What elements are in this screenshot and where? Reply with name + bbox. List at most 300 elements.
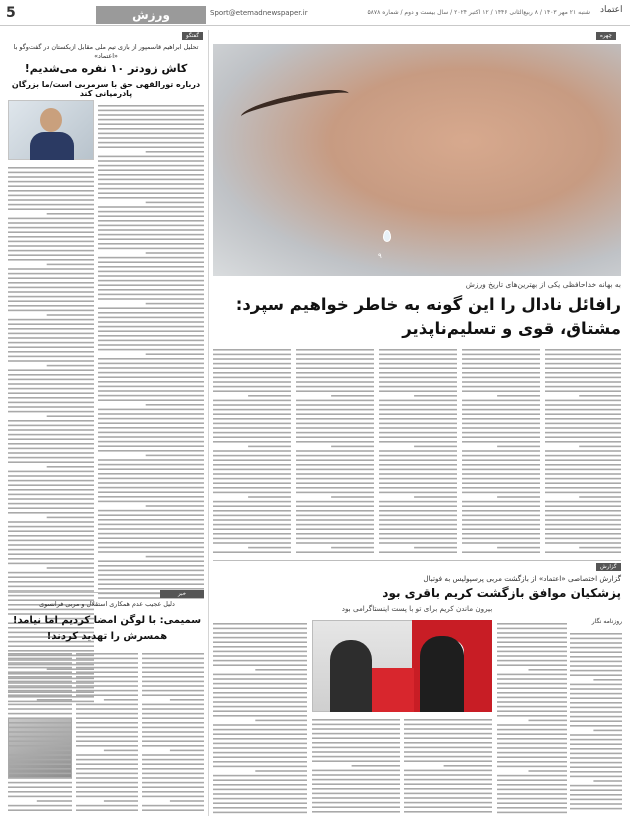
text-line — [8, 704, 72, 706]
text-line — [8, 759, 72, 761]
text-line — [8, 351, 94, 353]
text-line — [8, 461, 94, 463]
text-line — [545, 492, 621, 494]
text-line — [8, 681, 72, 683]
photo-badge: ۹ — [378, 252, 382, 260]
body-text-lines — [570, 630, 622, 814]
text-line — [497, 729, 567, 731]
main-kicker: به بهانه خداحافظی یکی از بهترین‌های تاریخ ورزش — [465, 280, 621, 289]
text-line — [8, 676, 72, 678]
text-line — [98, 211, 204, 213]
text-line — [8, 526, 94, 528]
text-line — [312, 760, 400, 762]
text-line — [296, 413, 374, 415]
text-line — [255, 770, 307, 772]
text-line — [462, 363, 540, 365]
text-line — [296, 432, 374, 434]
text-line — [98, 105, 204, 107]
text-line — [170, 699, 204, 701]
text-line — [545, 473, 621, 475]
text-line — [497, 798, 567, 800]
article-headline[interactable]: کاش زودتر ۱۰ نفره می‌شدیم! — [24, 62, 188, 75]
text-line — [8, 763, 72, 765]
text-line — [98, 215, 204, 217]
text-line — [462, 423, 540, 425]
text-line — [213, 692, 307, 694]
article-headline[interactable]: پزشکیان موافق بازگشت کریم باقری بود — [382, 586, 621, 600]
text-line — [76, 740, 138, 742]
text-line — [76, 681, 138, 683]
article-body-column — [213, 620, 307, 814]
text-line — [8, 736, 72, 738]
text-line — [98, 551, 204, 553]
text-line — [213, 538, 291, 540]
text-line — [379, 404, 457, 406]
text-line — [404, 756, 492, 758]
text-line — [404, 728, 492, 730]
text-line — [76, 777, 138, 779]
text-line — [248, 446, 291, 448]
text-line — [213, 655, 307, 657]
text-line — [444, 765, 492, 767]
text-line — [8, 388, 94, 390]
text-line — [462, 455, 540, 457]
text-line — [462, 441, 540, 443]
text-line — [213, 432, 291, 434]
text-line — [142, 717, 204, 719]
text-line — [379, 386, 457, 388]
text-line — [545, 367, 621, 369]
text-line — [379, 533, 457, 535]
text-line — [8, 346, 94, 348]
section-label: ورزش — [96, 6, 206, 24]
section-email[interactable]: Sport@etemadnewspaper.ir — [210, 9, 308, 17]
text-line — [142, 704, 204, 706]
text-line — [404, 770, 492, 772]
text-line — [98, 225, 204, 227]
text-line — [98, 376, 204, 378]
text-line — [76, 653, 138, 655]
text-line — [296, 450, 374, 452]
text-line — [8, 245, 94, 247]
text-line — [98, 482, 204, 484]
text-line — [8, 549, 94, 551]
text-line — [98, 372, 204, 374]
text-line — [142, 731, 204, 733]
text-line — [98, 234, 204, 236]
text-line — [497, 743, 567, 745]
text-line — [8, 740, 72, 742]
text-line — [497, 637, 567, 639]
text-line — [142, 745, 204, 747]
text-line — [497, 395, 540, 397]
photo-tear-drop — [383, 230, 391, 242]
text-line — [8, 581, 94, 583]
text-line — [8, 425, 94, 427]
text-line — [312, 724, 400, 726]
text-line — [404, 760, 492, 762]
text-line — [8, 199, 94, 201]
issue-date-line: شنبه ۲۱ مهر ۱۴۰۳ / ۸ ربیع‌الثانی ۱۴۴۶ / ۱۲ اکتبر ۲۰۲۴ / سال بیست و دوم / شماره ۵۸۷۸ — [367, 9, 590, 16]
text-line — [76, 685, 138, 687]
text-line — [8, 204, 94, 206]
text-line — [98, 363, 204, 365]
text-line — [8, 241, 94, 243]
text-line — [213, 519, 291, 521]
text-line — [142, 685, 204, 687]
text-line — [8, 172, 94, 174]
text-line — [76, 768, 138, 770]
text-line — [76, 676, 138, 678]
text-line — [570, 707, 622, 709]
text-line — [76, 704, 138, 706]
text-line — [98, 450, 204, 452]
text-line — [8, 530, 94, 532]
text-line — [142, 768, 204, 770]
text-line — [312, 733, 400, 735]
text-line — [98, 583, 204, 585]
text-line — [213, 358, 291, 360]
text-line — [213, 367, 291, 369]
text-line — [8, 429, 94, 431]
text-line — [213, 632, 307, 634]
text-line — [462, 390, 540, 392]
text-line — [545, 542, 621, 544]
text-line — [570, 674, 622, 676]
main-headline-line2[interactable]: مشتاق، قوی و تسلیم‌ناپذیر — [402, 319, 621, 338]
coach-figure — [420, 636, 464, 712]
main-headline[interactable]: رافائل نادال را این گونه به خاطر خواهیم سپرد: — [235, 295, 621, 314]
text-line — [462, 469, 540, 471]
text-line — [296, 551, 374, 553]
text-line — [142, 722, 204, 724]
text-line — [8, 722, 72, 724]
text-line — [98, 146, 204, 148]
text-line — [545, 423, 621, 425]
text-line — [462, 482, 540, 484]
text-line — [379, 459, 457, 461]
text-line — [142, 763, 204, 765]
text-line — [248, 547, 291, 549]
text-line — [570, 647, 622, 649]
text-line — [213, 733, 307, 735]
text-line — [379, 358, 457, 360]
text-line — [545, 501, 621, 503]
article-kicker: تحلیل ابراهیم قاسمپور از بازی تیم ملی مقابل ازبکستان در گفت‌وگو با «اعتماد» — [13, 43, 199, 60]
text-line — [570, 725, 622, 727]
text-line — [296, 542, 374, 544]
text-line — [8, 254, 94, 256]
text-line — [462, 377, 540, 379]
text-line — [379, 450, 457, 452]
text-line — [296, 427, 374, 429]
text-line — [379, 418, 457, 420]
text-line — [8, 809, 72, 811]
text-line — [497, 646, 567, 648]
text-line — [570, 785, 622, 787]
text-line — [213, 729, 307, 731]
text-line — [545, 533, 621, 535]
text-line — [76, 727, 138, 729]
text-line — [8, 595, 94, 597]
text-line — [414, 496, 457, 498]
article-body-column — [98, 102, 204, 602]
text-line — [545, 551, 621, 553]
text-line — [98, 574, 204, 576]
text-line — [296, 533, 374, 535]
text-line — [379, 381, 457, 383]
text-line — [142, 713, 204, 715]
article-headline[interactable]: سمیمی: با لوگن امضا کردیم اما نیامد! — [12, 615, 202, 626]
text-line — [76, 805, 138, 807]
text-line — [98, 386, 204, 388]
text-line — [98, 358, 204, 360]
text-line — [497, 660, 567, 662]
text-line — [331, 496, 374, 498]
text-line — [98, 321, 204, 323]
text-line — [8, 185, 94, 187]
text-line — [213, 674, 307, 676]
body-text-lines — [213, 346, 291, 556]
text-line — [8, 167, 94, 169]
text-line — [98, 243, 204, 245]
text-line — [529, 770, 568, 772]
text-line — [213, 706, 307, 708]
text-line — [545, 436, 621, 438]
text-line — [296, 372, 374, 374]
text-line — [76, 791, 138, 793]
text-line — [213, 743, 307, 745]
text-line — [570, 693, 622, 695]
text-line — [462, 400, 540, 402]
text-line — [98, 367, 204, 369]
text-line — [379, 413, 457, 415]
article-body-column — [379, 346, 457, 556]
text-line — [213, 660, 307, 662]
text-line — [213, 515, 291, 517]
text-line — [331, 395, 374, 397]
text-line — [545, 372, 621, 374]
jersey-shirt — [372, 668, 414, 712]
text-line — [312, 806, 400, 808]
byline: روزنامه نگار — [591, 618, 622, 625]
text-line — [8, 503, 94, 505]
text-line — [497, 779, 567, 781]
text-line — [8, 713, 72, 715]
text-line — [497, 807, 567, 809]
text-line — [213, 807, 307, 809]
text-line — [98, 271, 204, 273]
text-line — [414, 547, 457, 549]
text-line — [213, 802, 307, 804]
text-line — [379, 478, 457, 480]
text-line — [497, 752, 567, 754]
article-body-column — [404, 716, 492, 814]
text-line — [142, 773, 204, 775]
text-line — [213, 798, 307, 800]
text-line — [404, 774, 492, 776]
text-line — [47, 466, 94, 468]
text-line — [213, 469, 291, 471]
text-line — [98, 432, 204, 434]
text-line — [170, 750, 204, 752]
text-line — [497, 655, 567, 657]
text-line — [497, 706, 567, 708]
body-text-lines — [142, 650, 204, 814]
text-line — [142, 782, 204, 784]
text-line — [462, 505, 540, 507]
text-line — [76, 708, 138, 710]
coach-head — [40, 108, 62, 132]
text-line — [8, 250, 94, 252]
text-line — [8, 782, 72, 784]
text-line — [76, 809, 138, 811]
text-line — [379, 515, 457, 517]
text-line — [8, 231, 94, 233]
text-line — [98, 487, 204, 489]
text-line — [213, 542, 291, 544]
text-line — [98, 501, 204, 503]
page-number: 5 — [6, 5, 16, 21]
text-line — [213, 551, 291, 553]
text-line — [98, 257, 204, 259]
text-line — [213, 510, 291, 512]
text-line — [545, 538, 621, 540]
text-line — [8, 708, 72, 710]
text-line — [404, 742, 492, 744]
text-line — [497, 496, 540, 498]
text-line — [497, 802, 567, 804]
text-line — [8, 544, 94, 546]
text-line — [497, 789, 567, 791]
text-line — [98, 547, 204, 549]
text-line — [462, 436, 540, 438]
article-subheadline: بیرون ماندن کریم برای تو با پست اینستاگرامی بود — [341, 604, 493, 613]
text-line — [8, 218, 94, 220]
text-line — [213, 404, 291, 406]
text-line — [414, 446, 457, 448]
text-line — [545, 464, 621, 466]
text-line — [462, 524, 540, 526]
text-line — [76, 754, 138, 756]
text-line — [312, 737, 400, 739]
text-line — [529, 720, 568, 722]
text-line — [296, 409, 374, 411]
body-text-lines — [98, 102, 204, 602]
text-line — [462, 354, 540, 356]
text-line — [379, 423, 457, 425]
text-line — [213, 683, 307, 685]
text-line — [8, 397, 94, 399]
text-line — [570, 808, 622, 810]
text-line — [8, 273, 94, 275]
text-line — [8, 402, 94, 404]
text-line — [379, 349, 457, 351]
text-line — [379, 487, 457, 489]
text-line — [213, 524, 291, 526]
text-line — [8, 291, 94, 293]
text-line — [8, 471, 94, 473]
text-line — [379, 363, 457, 365]
text-line — [76, 717, 138, 719]
text-line — [213, 715, 307, 717]
text-line — [8, 438, 94, 440]
text-line — [8, 337, 94, 339]
text-line — [462, 464, 540, 466]
text-line — [213, 651, 307, 653]
text-line — [8, 475, 94, 477]
text-line — [296, 478, 374, 480]
text-line — [545, 459, 621, 461]
text-line — [379, 372, 457, 374]
text-line — [76, 690, 138, 692]
article-body-column — [497, 620, 567, 814]
text-line — [8, 754, 72, 756]
text-line — [379, 427, 457, 429]
text-line — [497, 738, 567, 740]
text-line — [8, 319, 94, 321]
text-line — [379, 432, 457, 434]
text-line — [312, 788, 400, 790]
text-line — [296, 492, 374, 494]
text-line — [8, 553, 94, 555]
text-line — [98, 183, 204, 185]
article-kicker: دلیل عجیب عدم همکاری استقلال و مربی فرانسوی — [39, 600, 175, 608]
text-line — [545, 427, 621, 429]
body-text-lines — [8, 650, 72, 814]
text-line — [579, 547, 621, 549]
text-line — [570, 748, 622, 750]
text-line — [98, 491, 204, 493]
text-line — [76, 782, 138, 784]
text-line — [570, 771, 622, 773]
text-line — [98, 169, 204, 171]
text-line — [462, 515, 540, 517]
text-line — [76, 786, 138, 788]
text-line — [593, 679, 622, 681]
text-line — [312, 747, 400, 749]
text-line — [98, 335, 204, 337]
text-line — [379, 492, 457, 494]
text-line — [379, 505, 457, 507]
text-line — [545, 390, 621, 392]
text-line — [248, 395, 291, 397]
text-line — [98, 165, 204, 167]
text-line — [98, 119, 204, 121]
text-line — [76, 731, 138, 733]
text-line — [570, 651, 622, 653]
text-line — [98, 413, 204, 415]
text-line — [593, 730, 622, 732]
text-line — [497, 678, 567, 680]
text-line — [570, 688, 622, 690]
text-line — [76, 796, 138, 798]
text-line — [98, 238, 204, 240]
text-line — [497, 761, 567, 763]
text-line — [213, 482, 291, 484]
text-line — [8, 406, 94, 408]
text-line — [8, 236, 94, 238]
text-line — [462, 404, 540, 406]
text-line — [98, 510, 204, 512]
text-line — [545, 386, 621, 388]
text-line — [8, 480, 94, 482]
text-line — [8, 287, 94, 289]
body-text-lines — [462, 346, 540, 556]
text-line — [213, 701, 307, 703]
text-line — [379, 528, 457, 530]
text-line — [98, 114, 204, 116]
